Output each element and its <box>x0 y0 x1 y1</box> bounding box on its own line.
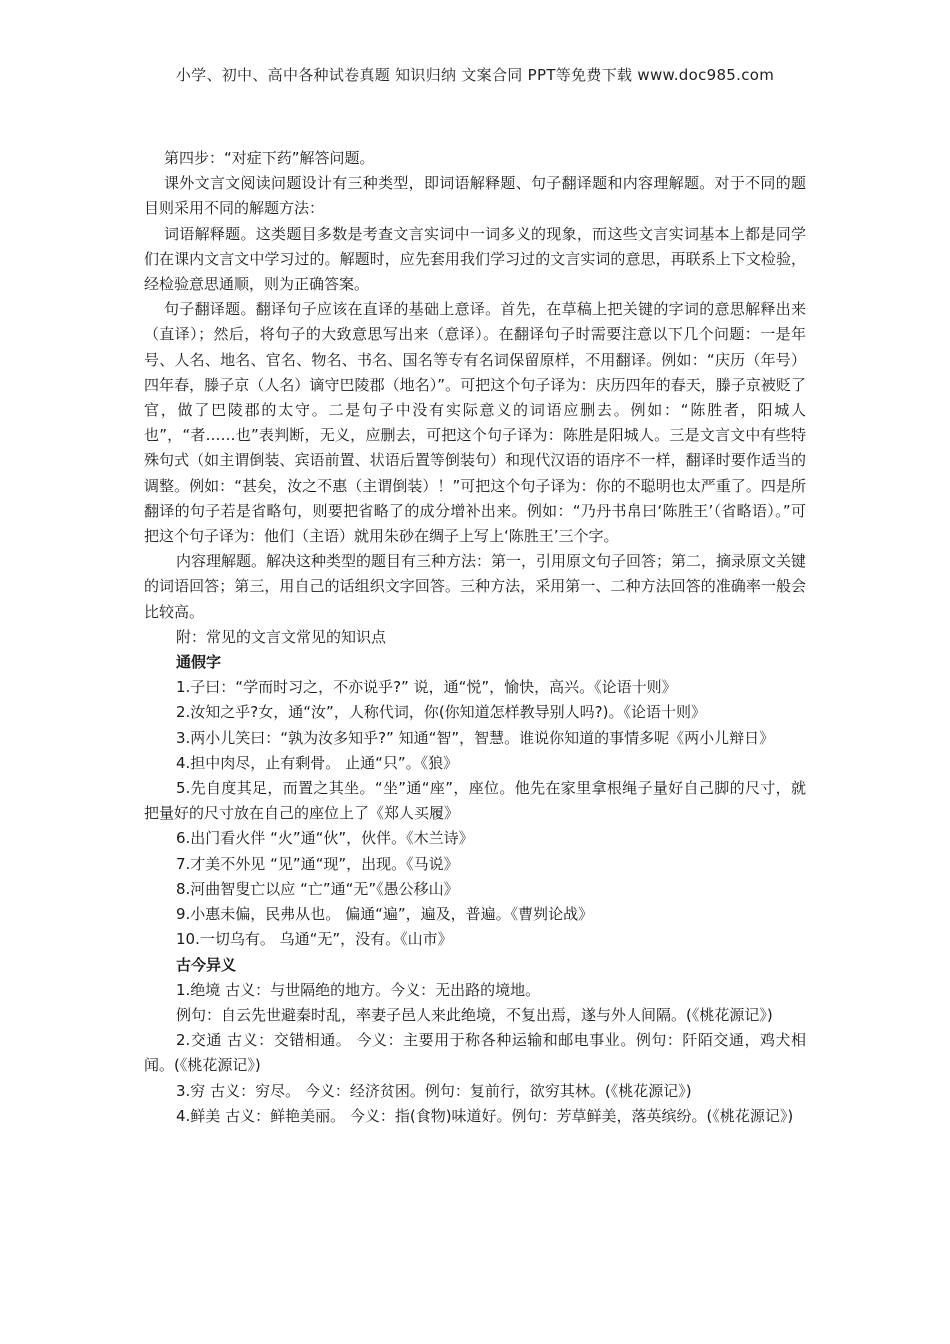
question-types-paragraph: 课外文言文阅读问题设计有三种类型，即词语解释题、句子翻译题和内容理解题。对于不同的题目则采用不同的解题方法： <box>144 174 806 218</box>
list-item: 2.交通 古义：交错相通。 今义：主要用于称各种运输和邮电事业。例句：阡陌交通，鸡犬相闻。(《桃花源记》) <box>144 1031 806 1075</box>
page-header: 小学、初中、高中各种试卷真题 知识归纳 文案合同 PPT等免费下载 www.doc985.com <box>175 66 775 84</box>
section-title-gujinyiyi: 古今异义 <box>176 955 237 974</box>
list-item: 1.绝境 古义：与世隔绝的地方。今义：无出路的境地。 <box>176 980 541 999</box>
list-item: 2.汝知之乎?女，通“汝”，人称代词，你(你知道怎样教导别人吗?)。《论语十则》 <box>176 703 706 722</box>
list-item: 例句：自云先世避秦时乱，率妻子邑人来此绝境，不复出焉，遂与外人间隔。(《桃花源记》) <box>176 1005 773 1024</box>
appendix-line: 附：常见的文言文常见的知识点 <box>176 627 387 646</box>
document-body <box>144 146 806 1129</box>
sentence-translation-paragraph: 句子翻译题。翻译句子应该在直译的基础上意译。首先，在草稿上把关键的字词的意思解释出来（直译）；然后，将句子的大致意思写出来（意译）。在翻译句子时需要注意以下几个问题：一是年号、人名、地名、官名、物名、书名、国名等专有名词保留原样，不用翻译。例如：“庆历（年号）四年春，滕子京（人名）谪守巴陵郡（地名）”。可把这个句子译为：庆历四年的春天，滕子京被贬了官，做了巴陵郡的太守。二是句子中没有实际意义的词语应删去。例如：“陈胜者，阳城人也”，“者……也”表判断，无义，应删去，可把这个句子译为：陈胜是阳城人。三是文言文中有些特殊句式（如主谓倒装、宾语前置、状语后置等倒装句）和现代汉语的语序不一样，翻译时要作适当的调整。例如：“甚矣，汝之不惠（主谓倒装）！”可把这个句子译为：你的不聪明也太严重了。四是所翻译的句子若是省略句，则要把省略了的成分增补出来。例如：“乃丹书帛曰‘陈胜王’（省略语）。”可把这个句子译为：他们（主语）就用朱砂在绸子上写上‘陈胜王’三个字。 <box>144 300 806 546</box>
content-understanding-paragraph: 内容理解题。解决这种类型的题目有三种方法：第一，引用原文句子回答；第二，摘录原文关键的词语回答；第三，用自己的话组织文字回答。三种方法，采用第一、二种方法回答的准确率一般会比较高。 <box>144 552 807 621</box>
step-four-heading: 第四步：“对症下药”解答问题。 <box>164 149 375 167</box>
list-item: 9.小惠未偏，民弗从也。 偏通“遍”，遍及，普遍。《曹刿论战》 <box>176 905 594 924</box>
list-item: 3.穷 古义：穷尽。 今义：经济贫困。例句：复前行，欲穷其林。(《桃花源记》) <box>176 1081 692 1100</box>
section-title-tongjiazi: 通假字 <box>176 653 222 672</box>
list-item: 4.鲜美 古义：鲜艳美丽。 今义：指(食物)味道好。例句：芳草鲜美，落英缤纷。(《桃花源记》) <box>176 1106 794 1125</box>
list-item: 3.两小儿笑曰：“孰为汝多知乎?” 知通“智”，智慧。谁说你知道的事情多呢《两小儿辩日》 <box>176 728 775 747</box>
list-item: 6.出门看火伴 “火”通“伙”，伙伴。《木兰诗》 <box>176 829 474 848</box>
list-item: 5.先自度其足，而置之其坐。“坐”通“座”，座位。他先在家里拿根绳子量好自己脚的尺寸，就把量好的尺寸放在自己的座位上了《郑人买履》 <box>144 779 806 823</box>
list-item: 4.担中肉尽，止有剩骨。 止通“只”。《狼》 <box>176 753 459 772</box>
list-item: 10.一切乌有。 乌通“无”，没有。《山市》 <box>176 930 453 949</box>
list-item: 8.河曲智叟亡以应 “亡”通“无”《愚公移山》 <box>176 879 459 898</box>
list-item: 1.子曰：“学而时习之，不亦说乎?” 说，通“悦”，愉快，高兴。《论语十则》 <box>176 678 677 697</box>
word-explanation-paragraph: 词语解释题。这类题目多数是考查文言实词中一词多义的现象，而这些文言实词基本上都是同学们在课内文言文中学习过的。解题时，应先套用我们学习过的文言实词的意思，再联系上下文检验，经检验意思通顺，则为正确答案。 <box>144 224 806 294</box>
list-item: 7.才美不外见 “见”通“现”，出现。《马说》 <box>176 854 459 873</box>
